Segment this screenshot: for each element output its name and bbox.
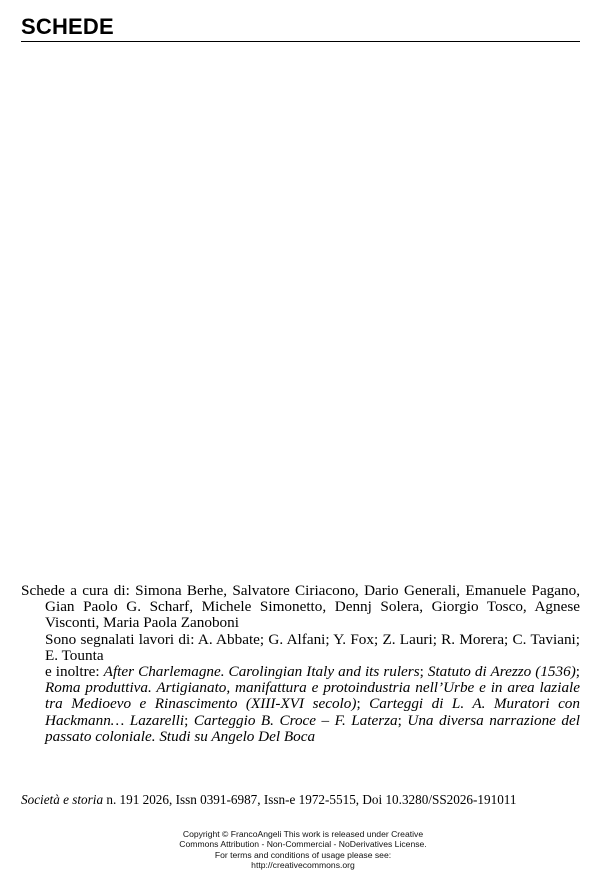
editors-label: Schede a cura di: xyxy=(21,582,130,599)
separator: ; xyxy=(575,663,581,681)
reported-paragraph xyxy=(21,632,580,664)
title-divider xyxy=(21,41,580,42)
work-title: Carteggio B. Croce – F. Laterza xyxy=(193,711,398,729)
copyright-line: Copyright © FrancoAngeli This work is released under Creative xyxy=(182,829,424,839)
journal-citation xyxy=(21,792,591,808)
copyright-line: For terms and conditions of usage please see: xyxy=(214,849,392,860)
copyright-notice xyxy=(0,829,600,871)
copyright-line: Commons Attribution - Non-Commercial - NoDerivatives License. xyxy=(179,839,427,850)
reported-label: Sono segnalati lavori di: xyxy=(45,630,195,648)
work-title: Carteggi di L. A. Muratori con Hackmann… Lazarelli xyxy=(45,695,580,729)
reported-authors: A. Abbate; G. Alfani; Y. Fox; Z. Lauri; R. Morera; C. Taviani; E. Tounta xyxy=(45,630,580,664)
work-title: Roma produttiva. Artigianato, manifattura e protoindustria nell’Urbe e in area laziale tra Medioevo e Rinascimento (XIII-XVI secolo) xyxy=(45,679,580,713)
journal-name: Società e storia xyxy=(21,792,104,807)
license-url: http://creativecommons.org xyxy=(251,860,355,871)
also-paragraph xyxy=(21,664,580,745)
page-title: SCHEDE xyxy=(21,14,114,39)
editors-list: Simona Berhe, Salvatore Ciriacono, Dario Generali, Emanuele Pagano, Gian Paolo G. Scharf, Michele Simonetto, Dennj Solera, Giorgio Tosco, Agnese Visconti, Maria Paola Zanoboni xyxy=(45,582,581,632)
citation-details: n. 191 2026, Issn 0391-6987, Issn-e 1972-5515, Doi 10.3280/SS2026-191011 xyxy=(103,792,517,807)
separator: ; xyxy=(356,695,370,713)
work-title: Una diversa narrazione del passato coloniale. Studi su Angelo Del Boca xyxy=(45,711,580,745)
separator: ; xyxy=(397,711,408,729)
work-title: Statuto di Arezzo (1536) xyxy=(427,663,576,681)
also-label: e inoltre: xyxy=(45,663,100,681)
separator: ; xyxy=(184,711,194,729)
credits-section xyxy=(21,583,580,745)
work-title: After Charlemagne. Carolingian Italy and its rulers xyxy=(103,663,420,681)
separator: ; xyxy=(419,663,428,681)
editors-paragraph xyxy=(21,583,580,632)
